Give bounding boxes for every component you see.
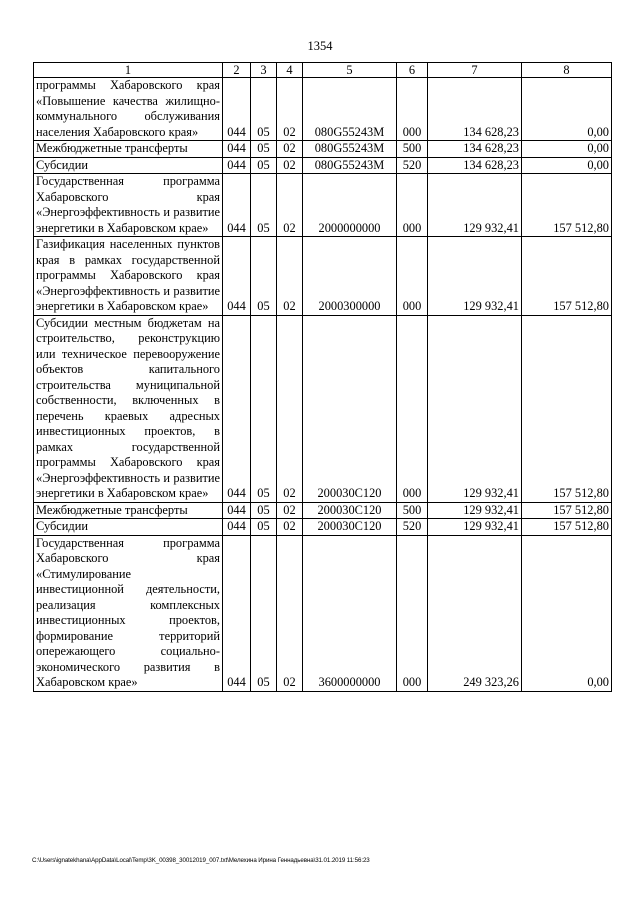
cell-section: 05 bbox=[251, 535, 277, 691]
cell-amount-1: 134 628,23 bbox=[428, 157, 522, 174]
column-header: 1 bbox=[34, 63, 223, 78]
cell-subsection: 02 bbox=[277, 237, 303, 316]
cell-ministry: 044 bbox=[223, 315, 251, 502]
cell-section: 05 bbox=[251, 174, 277, 237]
cell-section: 05 bbox=[251, 315, 277, 502]
cell-amount-1: 129 932,41 bbox=[428, 174, 522, 237]
cell-ministry: 044 bbox=[223, 174, 251, 237]
row-name: Субсидии bbox=[34, 519, 223, 536]
cell-amount-1: 129 932,41 bbox=[428, 315, 522, 502]
cell-section: 05 bbox=[251, 78, 277, 141]
table-row bbox=[34, 502, 612, 519]
cell-expense-type: 000 bbox=[397, 78, 428, 141]
cell-amount-2: 0,00 bbox=[522, 141, 612, 158]
cell-amount-2: 157 512,80 bbox=[522, 237, 612, 316]
cell-expense-type: 000 bbox=[397, 174, 428, 237]
row-name: Газификация населенных пунктов края в рамках государственной программы Хабаровского края «Энергоэффективность и развитие энергетики в Хабаровском крае» bbox=[34, 237, 223, 316]
column-header: 2 bbox=[223, 63, 251, 78]
cell-target-article: 080G55243M bbox=[303, 141, 397, 158]
cell-section: 05 bbox=[251, 519, 277, 536]
cell-target-article: 2000300000 bbox=[303, 237, 397, 316]
column-header: 5 bbox=[303, 63, 397, 78]
cell-subsection: 02 bbox=[277, 502, 303, 519]
cell-target-article: 080G55243M bbox=[303, 157, 397, 174]
cell-amount-1: 134 628,23 bbox=[428, 78, 522, 141]
cell-amount-1: 129 932,41 bbox=[428, 519, 522, 536]
column-header: 7 bbox=[428, 63, 522, 78]
table-row bbox=[34, 174, 612, 237]
cell-amount-1: 129 932,41 bbox=[428, 237, 522, 316]
table-row bbox=[34, 519, 612, 536]
cell-ministry: 044 bbox=[223, 535, 251, 691]
column-header: 8 bbox=[522, 63, 612, 78]
row-name: Межбюджетные трансферты bbox=[34, 502, 223, 519]
cell-amount-2: 0,00 bbox=[522, 157, 612, 174]
cell-expense-type: 500 bbox=[397, 141, 428, 158]
row-name: Субсидии bbox=[34, 157, 223, 174]
cell-amount-2: 157 512,80 bbox=[522, 315, 612, 502]
cell-amount-2: 157 512,80 bbox=[522, 502, 612, 519]
cell-target-article: 200030C120 bbox=[303, 502, 397, 519]
table-row bbox=[34, 315, 612, 502]
cell-amount-2: 157 512,80 bbox=[522, 174, 612, 237]
cell-expense-type: 000 bbox=[397, 315, 428, 502]
table-row bbox=[34, 237, 612, 316]
cell-ministry: 044 bbox=[223, 519, 251, 536]
cell-target-article: 2000000000 bbox=[303, 174, 397, 237]
cell-amount-2: 0,00 bbox=[522, 78, 612, 141]
cell-amount-1: 249 323,26 bbox=[428, 535, 522, 691]
cell-section: 05 bbox=[251, 141, 277, 158]
cell-ministry: 044 bbox=[223, 237, 251, 316]
file-path-footer: C:\Users\ignatekhana\AppData\Local\Temp\3K_00398_30012019_007.txt\Мелехина Ирина Геннадьевна\31.01.2019 11:56:23 bbox=[32, 857, 370, 864]
table-row bbox=[34, 141, 612, 158]
row-name: Государственная программа Хабаровского края «Стимулирование инвестиционной деятельности, реализация комплексных инвестиционных проектов, формирование территорий опережающего социально-экономического развития в Хабаровском крае» bbox=[34, 535, 223, 691]
cell-section: 05 bbox=[251, 157, 277, 174]
column-header: 6 bbox=[397, 63, 428, 78]
table-row bbox=[34, 157, 612, 174]
column-header: 3 bbox=[251, 63, 277, 78]
row-name: Субсидии местным бюджетам на строительство, реконструкцию или техническое перевооружение объектов капитального строительства муниципальной собственности, включенных в перечень краевых адресных инвестиционных проектов, в рамках государственной программы Хабаровского края «Энергоэффективность и развитие энергетики в Хабаровском крае» bbox=[34, 315, 223, 502]
budget-table bbox=[33, 62, 612, 692]
cell-subsection: 02 bbox=[277, 157, 303, 174]
cell-subsection: 02 bbox=[277, 315, 303, 502]
cell-expense-type: 520 bbox=[397, 157, 428, 174]
row-name: Государственная программа Хабаровского края «Энергоэффективность и развитие энергетики в Хабаровском крае» bbox=[34, 174, 223, 237]
cell-subsection: 02 bbox=[277, 519, 303, 536]
table-row bbox=[34, 535, 612, 691]
cell-amount-2: 0,00 bbox=[522, 535, 612, 691]
cell-ministry: 044 bbox=[223, 141, 251, 158]
cell-expense-type: 520 bbox=[397, 519, 428, 536]
cell-amount-1: 129 932,41 bbox=[428, 502, 522, 519]
cell-amount-2: 157 512,80 bbox=[522, 519, 612, 536]
cell-target-article: 3600000000 bbox=[303, 535, 397, 691]
cell-ministry: 044 bbox=[223, 157, 251, 174]
cell-section: 05 bbox=[251, 237, 277, 316]
cell-expense-type: 000 bbox=[397, 535, 428, 691]
cell-subsection: 02 bbox=[277, 174, 303, 237]
cell-amount-1: 134 628,23 bbox=[428, 141, 522, 158]
cell-expense-type: 500 bbox=[397, 502, 428, 519]
row-name: программы Хабаровского края «Повышение качества жилищно-коммунального обслуживания населения Хабаровского края» bbox=[34, 78, 223, 141]
cell-ministry: 044 bbox=[223, 502, 251, 519]
cell-target-article: 200030C120 bbox=[303, 519, 397, 536]
page-number: 1354 bbox=[307, 39, 333, 53]
cell-subsection: 02 bbox=[277, 535, 303, 691]
cell-subsection: 02 bbox=[277, 78, 303, 141]
cell-section: 05 bbox=[251, 502, 277, 519]
table-row bbox=[34, 78, 612, 141]
cell-subsection: 02 bbox=[277, 141, 303, 158]
cell-expense-type: 000 bbox=[397, 237, 428, 316]
column-header: 4 bbox=[277, 63, 303, 78]
cell-target-article: 080G55243M bbox=[303, 78, 397, 141]
row-name: Межбюджетные трансферты bbox=[34, 141, 223, 158]
header-row bbox=[34, 63, 612, 78]
cell-target-article: 200030C120 bbox=[303, 315, 397, 502]
cell-ministry: 044 bbox=[223, 78, 251, 141]
